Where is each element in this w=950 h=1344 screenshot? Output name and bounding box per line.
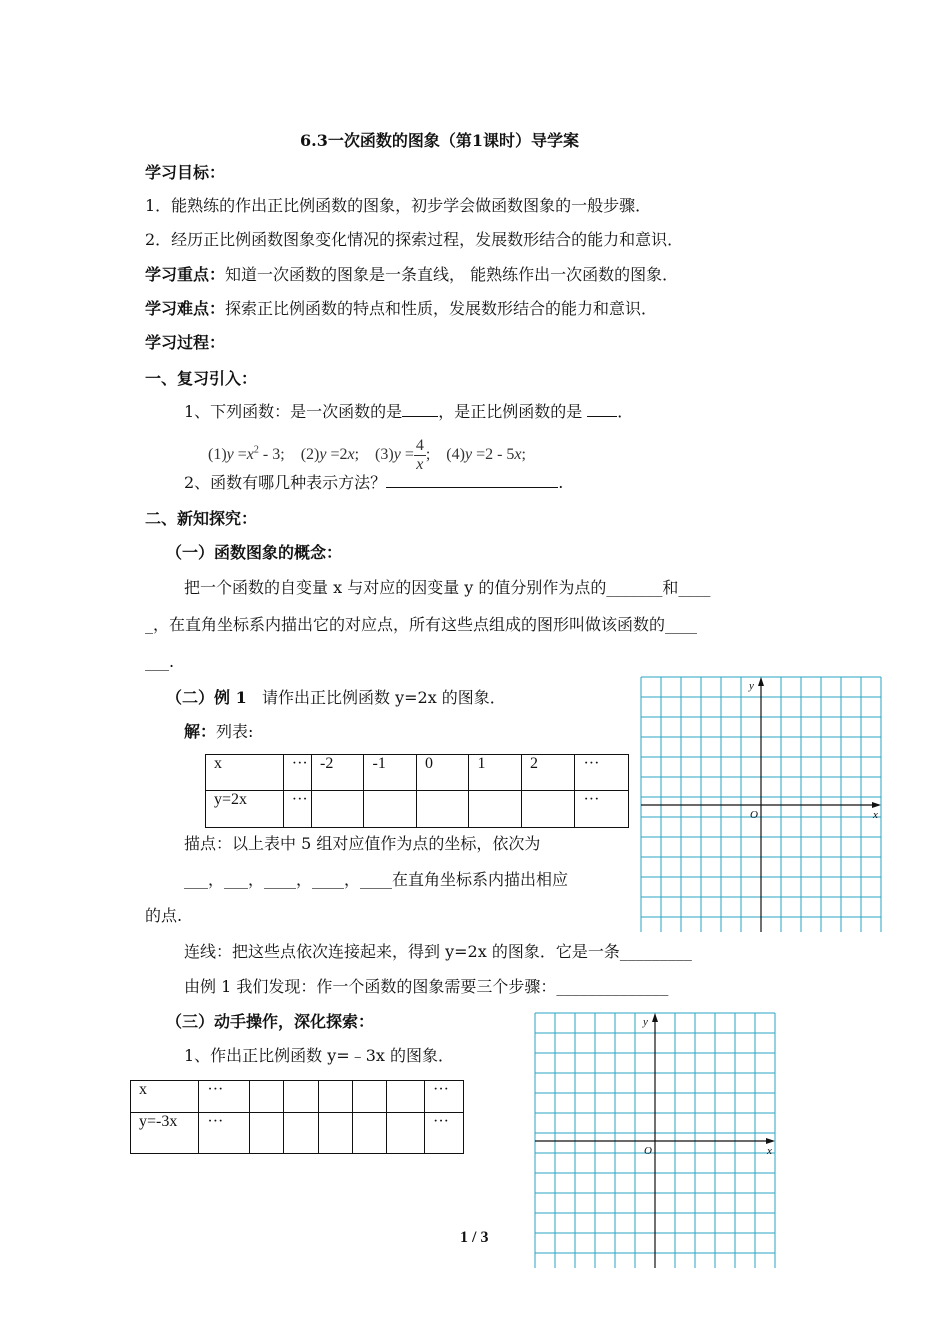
table-cell-input[interactable] xyxy=(364,791,416,828)
value-table-2 xyxy=(130,1080,464,1154)
table-cell: ··· xyxy=(283,791,311,828)
q2-text: 2、函数有哪几种表示方法？ xyxy=(184,473,387,492)
review-question-1 xyxy=(184,402,633,422)
concept-line-2: _，在直角坐标系内描出它的对应点，所有这些点组成的图形叫做该函数的____ xyxy=(145,615,698,634)
q1-blank-1[interactable] xyxy=(402,402,438,417)
function-1: $(1)y =x^2 - 3$; xyxy=(208,444,285,464)
solution-text: 列表: xyxy=(216,722,254,741)
table-cell: 2 xyxy=(521,755,575,791)
table-cell: -2 xyxy=(312,755,364,791)
page-title: 6.3一次函数的图象（第1课时）导学案 xyxy=(300,131,579,150)
solution-label: 解： xyxy=(184,722,217,741)
part3-heading: （三）动手操作，深化探索： xyxy=(166,1012,375,1031)
objectives-heading: 学习目标： xyxy=(145,163,226,182)
table-cell: 1 xyxy=(469,755,521,791)
x-axis-arrow-icon xyxy=(766,1138,775,1144)
function-3: (3)y = $\frac{4}{x}$ ; xyxy=(375,437,431,473)
table-cell-input[interactable] xyxy=(318,1113,352,1154)
fraction: $\frac{4}{x}$ xyxy=(415,437,424,473)
q1-end: ． xyxy=(617,402,634,421)
table-row xyxy=(131,1081,464,1113)
table-cell-input[interactable] xyxy=(249,1081,283,1113)
table-cell-input[interactable] xyxy=(312,791,364,828)
steps-line: 由例 1 我们发现：作一个函数的图象需要三个步骤：______________ xyxy=(184,977,669,996)
table-row xyxy=(131,1113,464,1154)
part1-heading: （一）函数图象的概念： xyxy=(166,543,343,562)
table-cell: ··· xyxy=(575,755,629,791)
table-cell: ··· xyxy=(199,1081,249,1113)
q1-part-b: ，是正比例函数的是 xyxy=(438,402,583,421)
table-cell: x xyxy=(131,1081,199,1113)
value-table-1 xyxy=(205,754,629,828)
difficult-point-text: 探索正比例函数的特点和性质，发展数形结合的能力和意识． xyxy=(225,299,658,318)
table-row xyxy=(206,755,629,791)
connect-line: 连线：把这些点依次连接起来，得到 y=2x 的图象．它是一条_________ xyxy=(184,942,692,961)
plot-line-1: 描点：以上表中 5 组对应值作为点的坐标，依次为 xyxy=(184,834,541,853)
function-list xyxy=(208,437,526,474)
plot-line-2: ___，___，____，____，____在直角坐标系内描出相应 xyxy=(184,870,569,889)
q2-blank[interactable] xyxy=(386,473,558,488)
objective-item-2: 2．经历正比例函数图象变化情况的探索过程，发展数形结合的能力和意识． xyxy=(145,230,684,249)
review-question-2 xyxy=(184,473,563,493)
table-cell-input[interactable] xyxy=(249,1113,283,1154)
section2-heading: 二、新知探究： xyxy=(145,509,258,528)
q2-end: . xyxy=(558,473,564,492)
y-axis-label: y xyxy=(749,680,754,692)
table-cell-input[interactable] xyxy=(352,1081,386,1113)
example1-text: 请作出正比例函数 y=2x 的图象． xyxy=(261,688,506,707)
table-cell-input[interactable] xyxy=(416,791,468,828)
x-axis-label: x xyxy=(767,1145,772,1157)
page-number: 1 / 3 xyxy=(460,1229,489,1246)
table-cell: ··· xyxy=(424,1081,463,1113)
origin-label: O xyxy=(750,809,758,821)
y-axis-label: y xyxy=(643,1016,648,1028)
table-cell: y=2x xyxy=(206,791,284,828)
coordinate-grid-2[interactable] xyxy=(534,1012,776,1268)
section1-heading: 一、复习引入： xyxy=(145,369,258,388)
table-cell-input[interactable] xyxy=(469,791,521,828)
table-cell-input[interactable] xyxy=(284,1081,318,1113)
example1 xyxy=(166,688,506,708)
q1-blank-2[interactable] xyxy=(587,402,617,417)
function-4: (4)y =2 - 5x; xyxy=(446,446,526,464)
objective-item-1: 1．能熟练的作出正比例函数的图象，初步学会做函数图象的一般步骤． xyxy=(145,196,652,215)
origin-label: O xyxy=(644,1145,652,1157)
table-cell-input[interactable] xyxy=(521,791,575,828)
q1-part-a: 1、下列函数：是一次函数的是 xyxy=(184,402,403,421)
table-cell-input[interactable] xyxy=(284,1113,318,1154)
difficult-point-label: 学习难点： xyxy=(145,299,226,318)
table-cell: ··· xyxy=(575,791,629,828)
table-cell: ··· xyxy=(283,755,311,791)
coordinate-grid-1[interactable] xyxy=(640,676,882,932)
y-axis-arrow-icon xyxy=(758,677,764,686)
table-cell: ··· xyxy=(199,1113,249,1154)
table-cell: ··· xyxy=(424,1113,463,1154)
process-heading: 学习过程： xyxy=(145,333,226,352)
difficult-point xyxy=(145,299,657,319)
table-cell: 0 xyxy=(416,755,468,791)
table-cell-input[interactable] xyxy=(352,1113,386,1154)
table-cell: x xyxy=(206,755,284,791)
solution xyxy=(184,722,253,742)
concept-line-1: 把一个函数的自变量 x 与对应的因变量 y 的值分别作为点的_______和____ xyxy=(184,578,711,597)
table-cell-input[interactable] xyxy=(387,1081,425,1113)
key-point-text: 知道一次函数的图象是一条直线， 能熟练作出一次函数的图象． xyxy=(225,265,679,284)
example1-heading: （二）例 1 xyxy=(166,688,247,707)
table-cell-input[interactable] xyxy=(387,1113,425,1154)
table-cell: -1 xyxy=(364,755,416,791)
table-cell: y=-3x xyxy=(131,1113,199,1154)
x-axis-arrow-icon xyxy=(872,802,881,808)
plot-line-3: 的点. xyxy=(145,906,183,925)
concept-line-3: ___. xyxy=(145,652,175,671)
x-axis-label: x xyxy=(873,809,878,821)
function-2: (2)y =2x; xyxy=(300,446,360,464)
key-point-label: 学习重点： xyxy=(145,265,226,284)
exercise-1: 1、作出正比例函数 y=﹣3x 的图象． xyxy=(184,1046,455,1065)
y-axis-arrow-icon xyxy=(652,1013,658,1022)
table-cell-input[interactable] xyxy=(318,1081,352,1113)
key-point xyxy=(145,265,678,285)
table-row xyxy=(206,791,629,828)
